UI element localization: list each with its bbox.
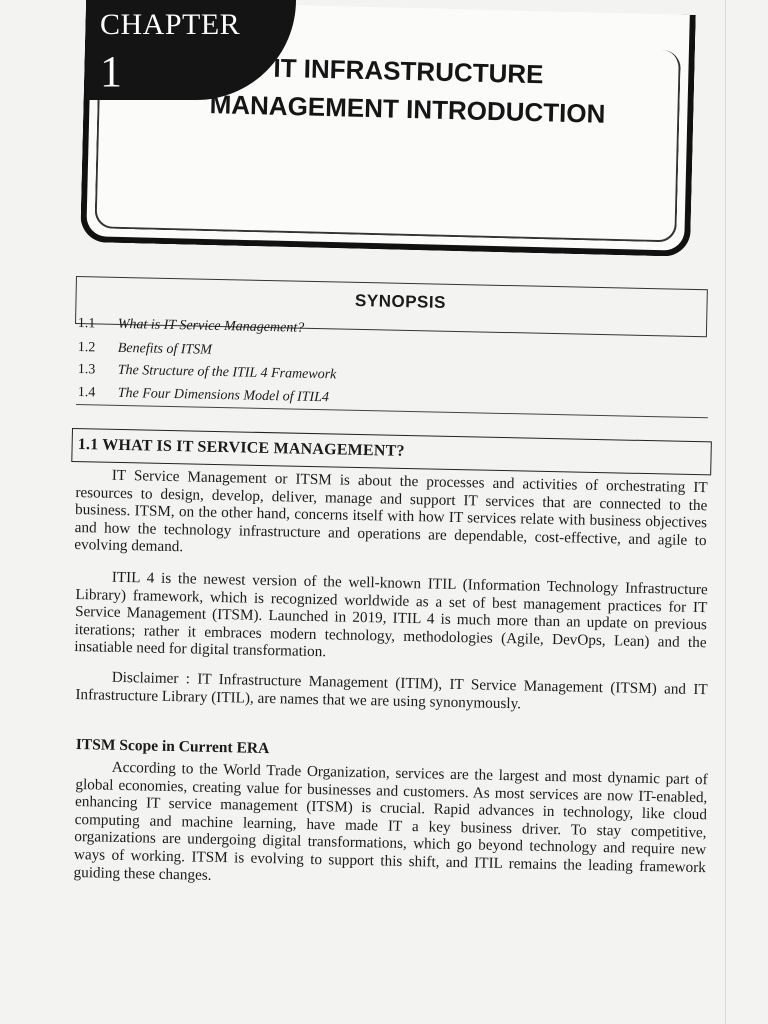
chapter-number: 1 bbox=[100, 47, 122, 96]
synopsis-item-number: 1.4 bbox=[77, 385, 96, 401]
synopsis-title: SYNOPSIS bbox=[354, 291, 447, 312]
chapter-label: CHAPTER bbox=[100, 8, 241, 41]
paragraph-itil4: ITIL 4 is the newest version of the well-known ITIL (Information Technology Infrastructure Library) framework, which is recognized worldwide as a set of best management practices for IT Service Management (ITSM). Launched in 2019, ITIL 4 is much more than an update on previous iterations; rather it embraces modern technology, methodologies (Agile, DevOps, Lean) and the insatiable need for digital transformation. bbox=[74, 568, 708, 661]
paragraph-scope: According to the World Trade Organization, services are the largest and most dynamic part of global economies, creating value for businesses and customers. As most services are now IT-enabled, enhancing IT service management (ITSM) is crucial. Rapid advances in technology, like cloud computing and machine learning, have made IT a key business driver. To stay competitive, organizations are undergoing digital transformations, which go beyond technology and require new ways of working. ITSM is evolving to support this shift, and ITIL remains the leading framework guiding these changes. bbox=[73, 758, 708, 884]
synopsis-divider bbox=[76, 404, 708, 418]
synopsis-item[interactable] bbox=[78, 385, 329, 406]
synopsis-item-number: 1.2 bbox=[77, 340, 96, 356]
synopsis-item[interactable] bbox=[78, 340, 212, 359]
synopsis-item-number: 1.1 bbox=[77, 316, 96, 332]
synopsis-item-text: What is IT Service Management? bbox=[117, 316, 305, 336]
synopsis-item[interactable] bbox=[78, 362, 337, 383]
synopsis-item-text: The Structure of the ITIL 4 Framework bbox=[117, 362, 337, 383]
synopsis-item[interactable] bbox=[78, 316, 305, 337]
chapter-title bbox=[187, 47, 629, 134]
chapter-title-line1: IT INFRASTRUCTURE bbox=[273, 52, 544, 90]
section-heading: 1.1 WHAT IS IT SERVICE MANAGEMENT? bbox=[77, 436, 405, 460]
scan-edge-line bbox=[725, 0, 726, 1024]
synopsis-item-text: The Four Dimensions Model of ITIL4 bbox=[117, 385, 330, 406]
paragraph-disclaimer: Disclaimer : IT Infrastructure Management (ITIM), IT Service Management (ITSM) and IT Infrastructure Library (ITIL), are names that we are using synonymously. bbox=[75, 668, 708, 712]
scope-heading: ITSM Scope in Current ERA bbox=[75, 736, 270, 758]
synopsis-item-text: Benefits of ITSM bbox=[117, 340, 213, 358]
synopsis-item-number: 1.3 bbox=[77, 362, 96, 378]
chapter-title-line2: MANAGEMENT INTRODUCTION bbox=[209, 89, 606, 129]
paragraph-itsm-definition: IT Service Management or ITSM is about the processes and activities of orchestrating IT resources to design, develop, deliver, manage and support IT services that are connected to the business. ITSM, on the other hand, concerns itself with how IT services relate with business objectives and how the technology infrastructure and operations are dependable, cost-effective, and agile to evolving demand. bbox=[74, 466, 708, 556]
